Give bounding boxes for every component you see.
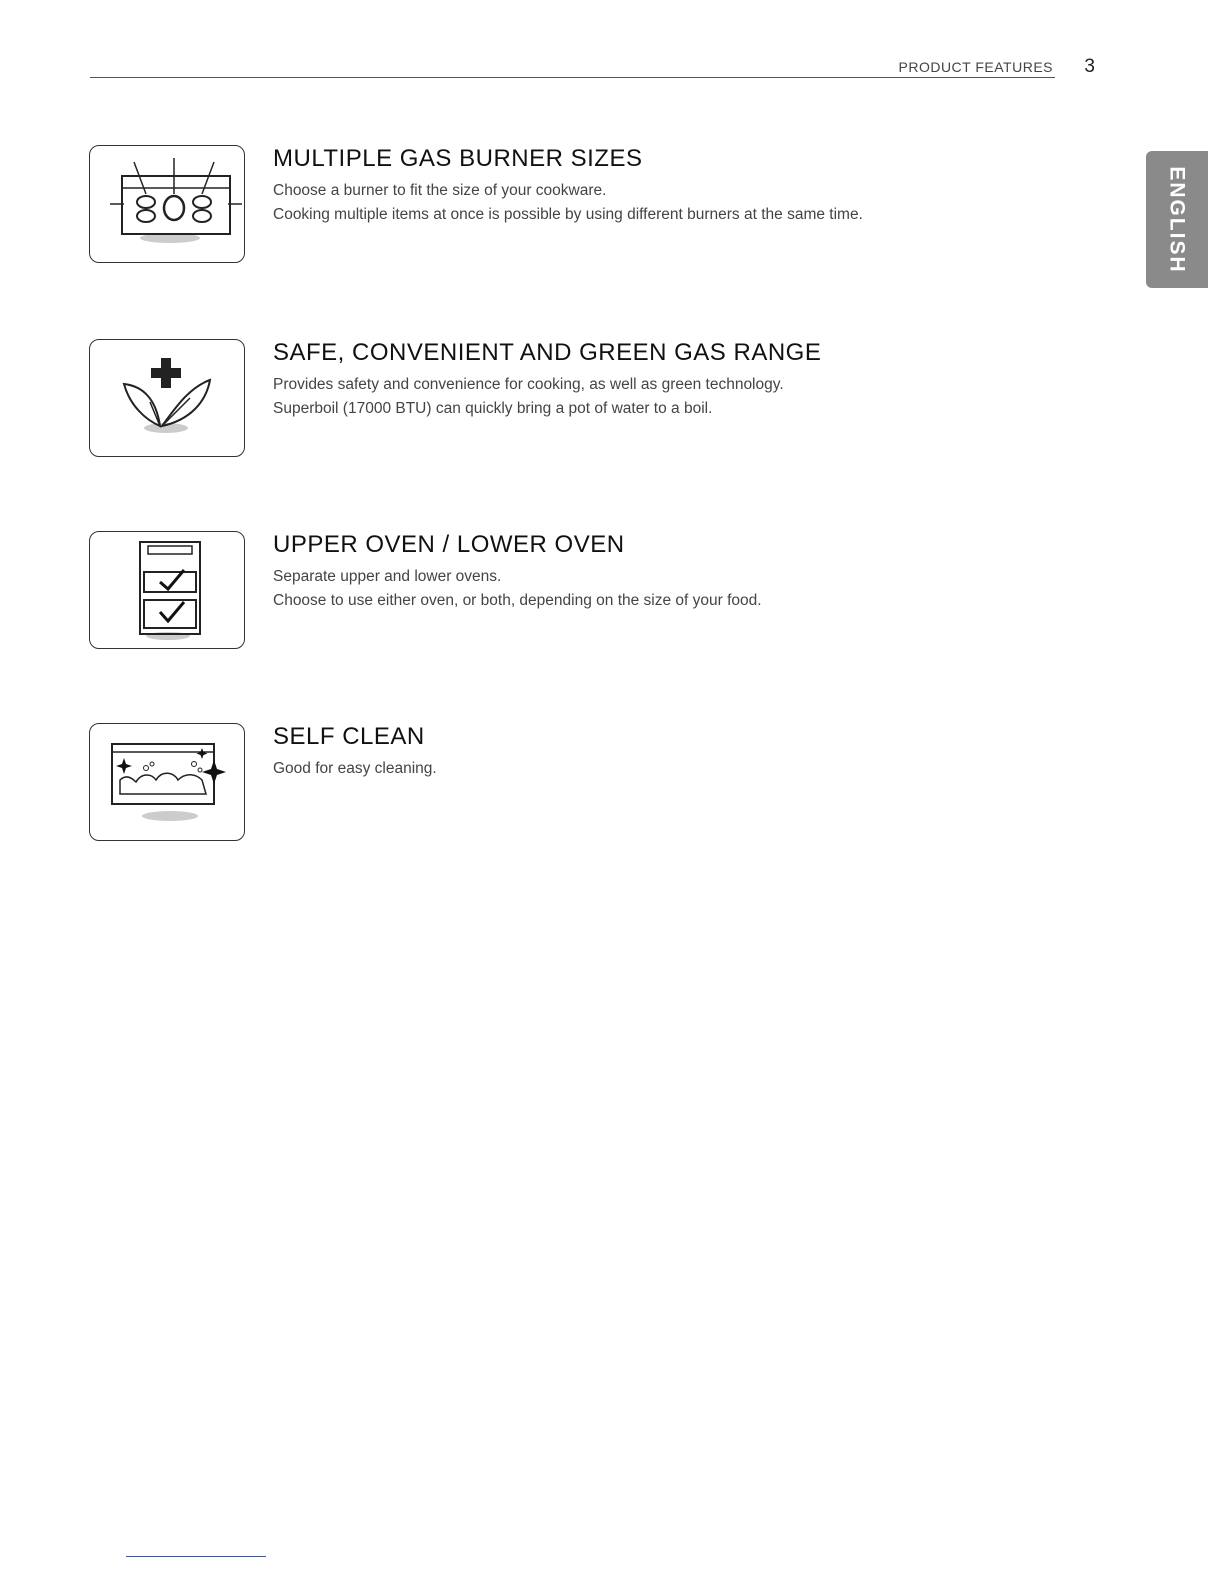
page-header bbox=[90, 56, 1100, 80]
feature-upper-lower-oven bbox=[89, 531, 1109, 651]
feature-text-line: Choose a burner to fit the size of your cookware. bbox=[273, 182, 607, 199]
self-clean-oven-icon bbox=[89, 723, 245, 841]
section-title: PRODUCT FEATURES bbox=[898, 59, 1053, 75]
green-leaf-cross-icon bbox=[89, 339, 245, 457]
double-oven-icon bbox=[89, 531, 245, 649]
feature-text-line: Good for easy cleaning. bbox=[273, 760, 437, 777]
feature-description bbox=[273, 565, 762, 613]
feature-text-line: Separate upper and lower ovens. bbox=[273, 568, 502, 585]
feature-self-clean bbox=[89, 723, 1109, 843]
feature-title: MULTIPLE GAS BURNER SIZES bbox=[273, 145, 643, 172]
feature-title: UPPER OVEN / LOWER OVEN bbox=[273, 531, 625, 558]
language-tab bbox=[1146, 151, 1208, 288]
feature-description bbox=[273, 373, 784, 421]
feature-title: SELF CLEAN bbox=[273, 723, 425, 750]
feature-multiple-burners bbox=[89, 145, 1109, 265]
header-rule bbox=[90, 77, 1055, 78]
feature-text-line: Cooking multiple items at once is possible by using different burners at the same time. bbox=[273, 206, 863, 223]
page-number: 3 bbox=[1084, 56, 1095, 77]
language-tab-label: ENGLISH bbox=[1166, 165, 1189, 274]
feature-text-line: Provides safety and convenience for cooking, as well as green technology. bbox=[273, 376, 784, 393]
feature-title: SAFE, CONVENIENT AND GREEN GAS RANGE bbox=[273, 339, 822, 366]
feature-text-line: Superboil (17000 BTU) can quickly bring a pot of water to a boil. bbox=[273, 400, 713, 417]
feature-text-line: Choose to use either oven, or both, depending on the size of your food. bbox=[273, 592, 762, 609]
feature-safe-green-range bbox=[89, 339, 1109, 459]
footer-link-rule bbox=[126, 1556, 266, 1557]
feature-description bbox=[273, 179, 863, 227]
gas-burners-icon bbox=[89, 145, 245, 263]
feature-description bbox=[273, 757, 437, 781]
